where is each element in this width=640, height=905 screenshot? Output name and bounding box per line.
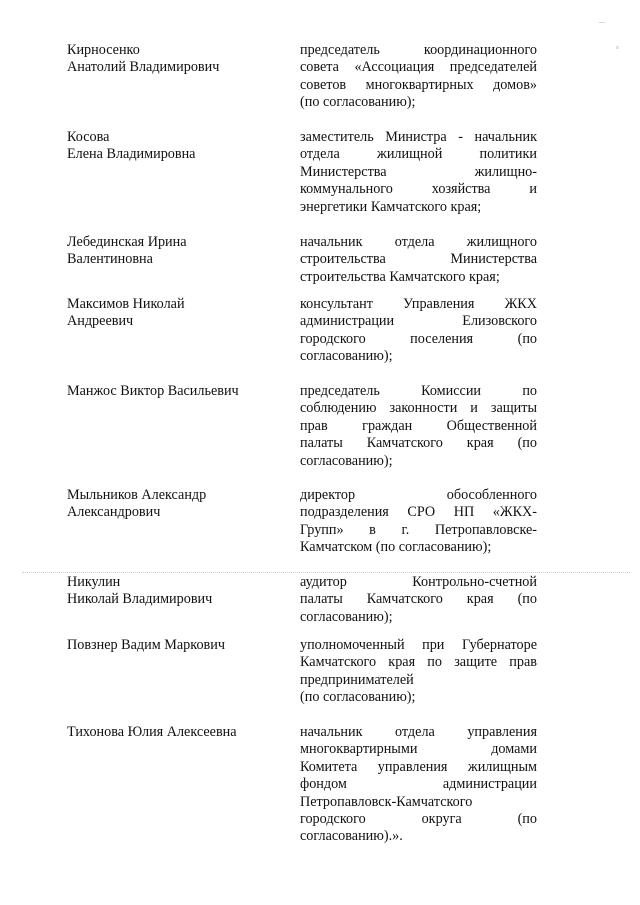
role-line: консультант Управления ЖКХ [300, 296, 537, 312]
name-line: Тихонова Юлия Алексеевна [67, 724, 237, 740]
role-line: аудитор Контрольно-счетной [300, 574, 537, 590]
role-line: директор обособленного [300, 487, 537, 503]
role-line: строительства Камчатского края; [300, 268, 500, 285]
page-break-line [22, 572, 630, 573]
role-line: прав граждан Общественной [300, 417, 537, 434]
role-line: соблюдению законности и защиты [300, 400, 537, 417]
member-role [300, 234, 537, 286]
member-role [300, 487, 537, 557]
role-line: палаты Камчатского края (по [300, 435, 537, 452]
member-role [300, 574, 537, 626]
role-line: совета «Ассоциация председателей [300, 59, 537, 76]
role-line: (по согласованию); [300, 94, 416, 111]
role-line: Петропавловск-Камчатского [300, 793, 473, 810]
name-line: Мыльников Александр [67, 487, 207, 503]
role-line: фондом администрации [300, 776, 537, 793]
name-line: Елена Владимировна [67, 146, 196, 163]
member-role [300, 296, 537, 366]
role-line: палаты Камчатского края (по [300, 591, 537, 608]
role-line: согласованию); [300, 452, 393, 469]
role-line: уполномоченный при Губернаторе [300, 637, 537, 653]
role-line: Министерства жилищно- [300, 163, 537, 180]
name-line: Андреевич [67, 313, 134, 330]
role-line: строительства Министерства [300, 251, 537, 268]
role-line: энергетики Камчатского края; [300, 198, 482, 215]
role-line: председатель Комиссии по [300, 383, 537, 399]
role-line: коммунального хозяйства и [300, 181, 537, 198]
name-line: Анатолий Владимирович [67, 59, 220, 76]
scan-artifact [616, 46, 619, 49]
role-line: городского поселения (по [300, 330, 537, 347]
name-line: Косова [67, 129, 110, 145]
role-line: Групп» в г. Петропавловске- [300, 521, 537, 538]
member-name [67, 574, 289, 609]
name-line: Николай Владимирович [67, 591, 213, 608]
role-line: многоквартирными домами [300, 741, 537, 758]
role-line: предпринимателей [300, 671, 414, 688]
role-line: администрации Елизовского [300, 313, 537, 330]
member-role [300, 637, 537, 707]
role-line: подразделения СРО НП «ЖКХ- [300, 504, 537, 521]
member-name [67, 296, 289, 331]
member-name [67, 383, 289, 400]
member-role [300, 129, 537, 216]
role-line: согласованию); [300, 348, 393, 365]
member-name [67, 129, 289, 164]
role-line: городского округа (по [300, 811, 537, 828]
role-line: начальник отдела жилищного [300, 234, 537, 250]
name-line: Манжос Виктор Васильевич [67, 383, 239, 399]
name-line: Лебединская Ирина [67, 234, 187, 250]
role-line: Камчатского края по защите прав [300, 654, 537, 671]
name-line: Повзнер Вадим Маркович [67, 637, 225, 653]
member-role [300, 724, 537, 846]
name-line: Никулин [67, 574, 121, 590]
role-line: Камчатском (по согласованию); [300, 539, 492, 556]
role-line: начальник отдела управления [300, 724, 537, 740]
role-line: Комитета управления жилищным [300, 758, 537, 775]
role-line: (по согласованию); [300, 689, 416, 706]
name-line: Александрович [67, 504, 161, 521]
role-line: согласованию); [300, 608, 393, 625]
role-line: советов многоквартирных домов» [300, 76, 537, 93]
member-role [300, 42, 537, 112]
member-name [67, 487, 289, 522]
scan-artifact [599, 22, 605, 23]
name-line: Максимов Николай [67, 296, 185, 312]
member-name [67, 724, 289, 741]
role-line: заместитель Министра - начальник [300, 129, 537, 145]
name-line: Кирносенко [67, 42, 140, 58]
role-line: отдела жилищной политики [300, 146, 537, 163]
member-name [67, 42, 289, 77]
member-name [67, 234, 289, 269]
name-line: Валентиновна [67, 251, 153, 268]
member-role [300, 383, 537, 470]
role-line: согласованию).». [300, 828, 403, 845]
role-line: председатель координационного [300, 42, 537, 58]
member-name [67, 637, 289, 654]
